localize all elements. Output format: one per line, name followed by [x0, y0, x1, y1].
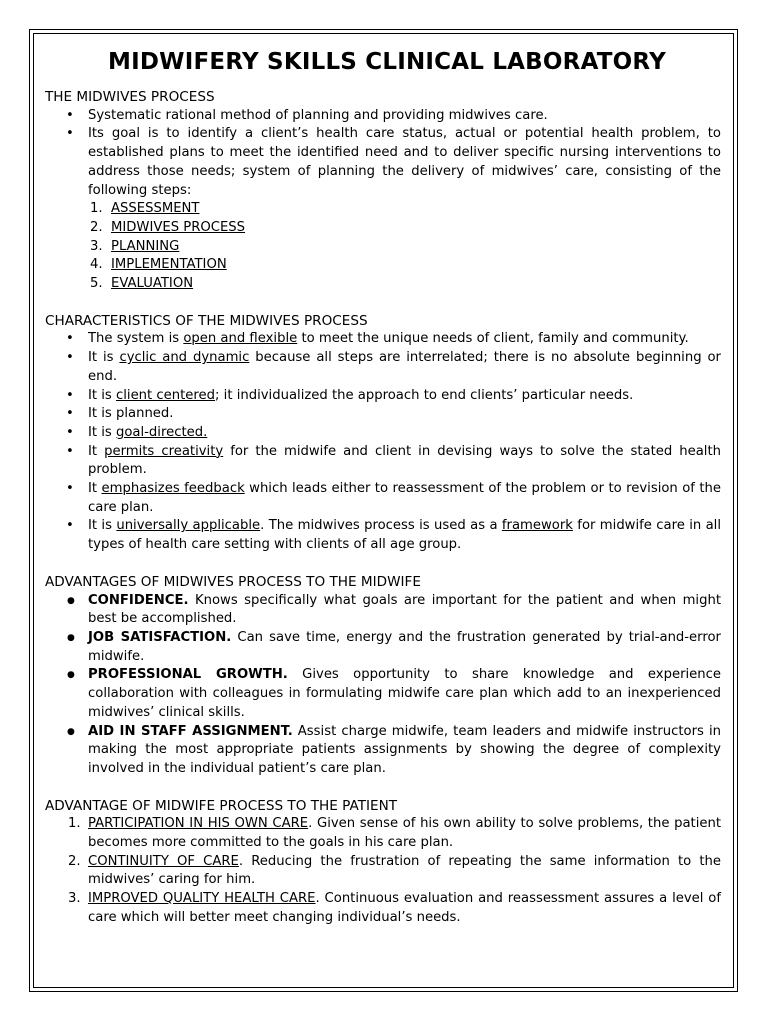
text: . The midwives process is used as a [260, 518, 502, 534]
underlined-text: PARTICIPATION IN HIS OWN CARE [88, 816, 309, 832]
section-heading: ADVANTAGE OF MIDWIFE PROCESS TO THE PATIENT [45, 797, 398, 814]
process-steps-list [45, 200, 721, 294]
text: Knows specifically what goals are important for the patient and when might best be accomplished. [88, 592, 721, 627]
step-item [45, 275, 721, 294]
step-number: 4. [90, 257, 103, 273]
item-number: 2. [68, 853, 81, 869]
section-heading: ADVANTAGES OF MIDWIVES PROCESS TO THE MIDWIFE [45, 573, 421, 590]
step-label: MIDWIVES PROCESS [111, 219, 246, 235]
list-item [45, 629, 721, 666]
underlined-text: IMPROVED QUALITY HEALTH CARE [88, 891, 316, 907]
section-characteristics [45, 312, 721, 555]
item-number: 1. [68, 816, 81, 832]
underlined-text: cyclic and dynamic [119, 350, 250, 366]
text: Can save time, energy and the frustration generated by trial-and-error midwife. [88, 629, 721, 664]
underlined-text: goal-directed. [115, 424, 208, 440]
list-item [45, 480, 721, 517]
underlined-text: client centered [115, 387, 216, 403]
list-item [45, 443, 721, 480]
text: for midwife care in all types of health care setting with clients of all age group. [88, 518, 722, 553]
step-item [45, 238, 721, 257]
step-number: 3. [90, 238, 103, 254]
bold-term: JOB SATISFACTION. [88, 629, 232, 645]
text: It [88, 481, 102, 497]
list-item [45, 424, 721, 443]
bold-term: PROFESSIONAL GROWTH. [88, 667, 288, 683]
text: for the midwife and client in devising ways to solve the stated health problem. [88, 443, 721, 478]
midwife-advantages-list [45, 592, 721, 779]
text: It is [88, 424, 116, 440]
text: It [88, 443, 105, 459]
text: . Continuous evaluation and reassessment assures a level of care which will better meet changing individual’s needs. [88, 891, 722, 925]
list-item [45, 592, 721, 629]
step-label: ASSESSMENT [111, 201, 200, 217]
text: ; it individualized the approach to end clients’ particular needs. [215, 387, 634, 403]
text: which leads either to reassessment of the problem or to revision of the care plan. [88, 481, 721, 515]
underlined-text: open and flexible [183, 331, 298, 347]
text: It is [88, 387, 116, 403]
document-title: MIDWIFERY SKILLS CLINICAL LABORATORY [108, 49, 666, 75]
text: to meet the unique needs of client, family and community. [297, 331, 689, 347]
text: Assist charge midwife, team leaders and midwife instructors in making the most appropriate patients assignments by showing the degree of complexity involved in the individual patient’s care plan. [88, 723, 721, 776]
list-item [45, 405, 721, 424]
step-item [45, 256, 721, 275]
step-number: 2. [90, 219, 103, 235]
step-label: IMPLEMENTATION [111, 257, 227, 273]
section-heading: CHARACTERISTICS OF THE MIDWIVES PROCESS [45, 312, 368, 329]
process-bullet-list [45, 107, 721, 201]
underlined-text: universally applicable [116, 518, 261, 534]
text: . Reducing the frustration of repeating the same information to the midwives’ caring for him. [88, 853, 721, 888]
list-item [45, 387, 721, 406]
step-item [45, 219, 721, 238]
list-item [45, 723, 721, 779]
text: . Given sense of his own ability to solve problems, the patient becomes more committed to the goals in his care plan. [88, 816, 721, 851]
underlined-text: emphasizes feedback [101, 481, 245, 497]
text: It is planned. [88, 406, 174, 422]
step-label: EVALUATION [111, 276, 194, 292]
text: Gives opportunity to share knowledge and experience collaboration with colleagues in formulating midwife care plan which add to an inexperienced midwives’ clinical skills. [88, 667, 721, 720]
step-label: PLANNING [111, 238, 180, 254]
text: It is [88, 518, 117, 534]
underlined-text: framework [501, 518, 573, 534]
underlined-text: CONTINUITY OF CARE [88, 853, 239, 869]
step-item [45, 200, 721, 219]
list-item-text: Systematic rational method of planning and providing midwives care. [88, 107, 548, 123]
text: because all steps are interrelated; there is no absolute beginning or end. [88, 350, 721, 384]
section-heading: THE MIDWIVES PROCESS [45, 89, 215, 105]
list-item [45, 349, 721, 386]
text: It is [88, 350, 120, 366]
section-midwife-advantages [45, 573, 721, 779]
list-item-text: Its goal is to identify a client’s health care status, actual or potential health problem, to established plans to meet the identified need and to deliver specific nursing interventions to address those needs; system of planning the delivery of midwives’ care, consisting of the following steps: [88, 126, 721, 198]
list-item [45, 125, 721, 200]
underlined-text: permits creativity [104, 443, 224, 459]
document-body [45, 44, 721, 928]
list-item [45, 517, 721, 554]
list-item [45, 815, 721, 852]
step-number: 5. [90, 276, 103, 292]
item-number: 3. [68, 891, 81, 907]
text: The system is [88, 331, 184, 347]
list-item [45, 853, 721, 890]
section-midwives-process [45, 88, 721, 294]
patient-advantages-list [45, 815, 721, 927]
list-item [45, 890, 721, 927]
list-item [45, 107, 721, 126]
list-item [45, 666, 721, 722]
bold-term: AID IN STAFF ASSIGNMENT. [88, 723, 293, 739]
characteristics-list [45, 330, 721, 554]
section-patient-advantages [45, 797, 721, 928]
list-item [45, 330, 721, 349]
step-number: 1. [90, 201, 103, 217]
bold-term: CONFIDENCE. [88, 592, 189, 608]
